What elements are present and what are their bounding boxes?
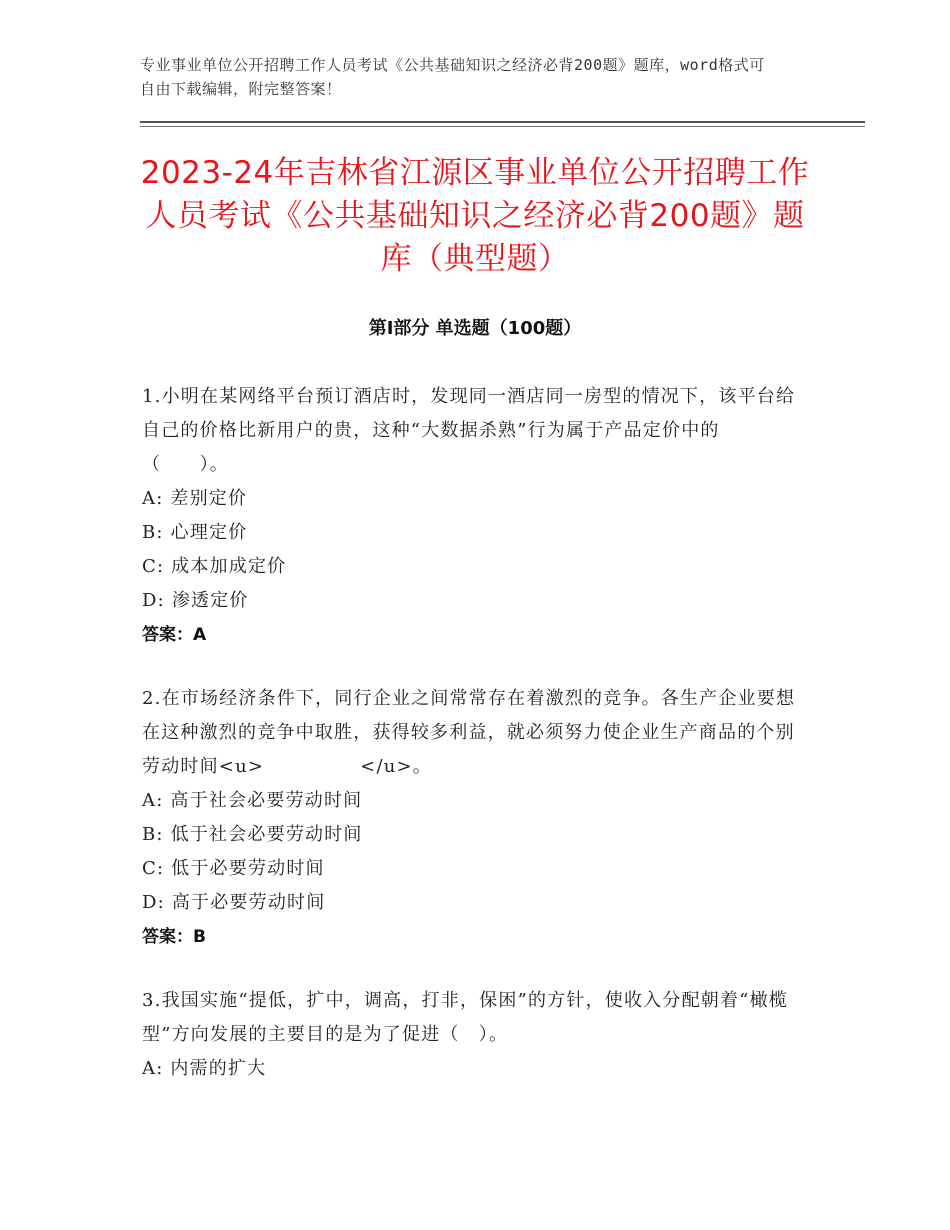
question-list <box>142 380 802 1116</box>
header-divider-thick <box>140 121 865 123</box>
question-stem: 1.小明在某网络平台预订酒店时，发现同一酒店同一房型的情况下，该平台给自己的价格比新用户的贵，这种“大数据杀熟”行为属于产品定价中的（ ）。 <box>142 386 796 475</box>
option-b: B: 心理定价 <box>142 522 248 543</box>
question-stem: 2.在市场经济条件下，同行企业之间常常存在着激烈的竞争。各生产企业要想在这种激烈的竞争中取胜，获得较多利益，就必须努力使企业生产商品的个别劳动时间<u> </u>。 <box>142 688 796 777</box>
question-stem: 3.我国实施“提低，扩中，调高，打非，保困”的方针，使收入分配朝着“橄榄型”方向发展的主要目的是为了促进（ ）。 <box>142 990 788 1045</box>
option-a: A: 内需的扩大 <box>142 1058 267 1079</box>
question-3 <box>142 984 802 1086</box>
question-2 <box>142 682 802 954</box>
answer: 答案：A <box>142 625 207 645</box>
option-c: C: 低于必要劳动时间 <box>142 858 325 879</box>
option-c: C: 成本加成定价 <box>142 556 287 577</box>
header-divider-thin <box>140 126 865 127</box>
option-a: A: 差别定价 <box>142 488 248 509</box>
option-d: D: 渗透定价 <box>142 590 249 611</box>
section-title: 第Ⅰ部分 单选题（100题） <box>368 318 582 339</box>
question-1 <box>142 380 802 652</box>
option-b: B: 低于社会必要劳动时间 <box>142 824 363 845</box>
header-note: 专业事业单位公开招聘工作人员考试《公共基础知识之经济必背200题》题库，word格式可自由下载编辑，附完整答案！ <box>140 56 765 98</box>
option-a: A: 高于社会必要劳动时间 <box>142 790 363 811</box>
document-title: 2023-24年吉林省江源区事业单位公开招聘工作人员考试《公共基础知识之经济必背200题》题库（典型题） <box>140 155 810 277</box>
answer: 答案：B <box>142 927 206 947</box>
option-d: D: 高于必要劳动时间 <box>142 892 326 913</box>
